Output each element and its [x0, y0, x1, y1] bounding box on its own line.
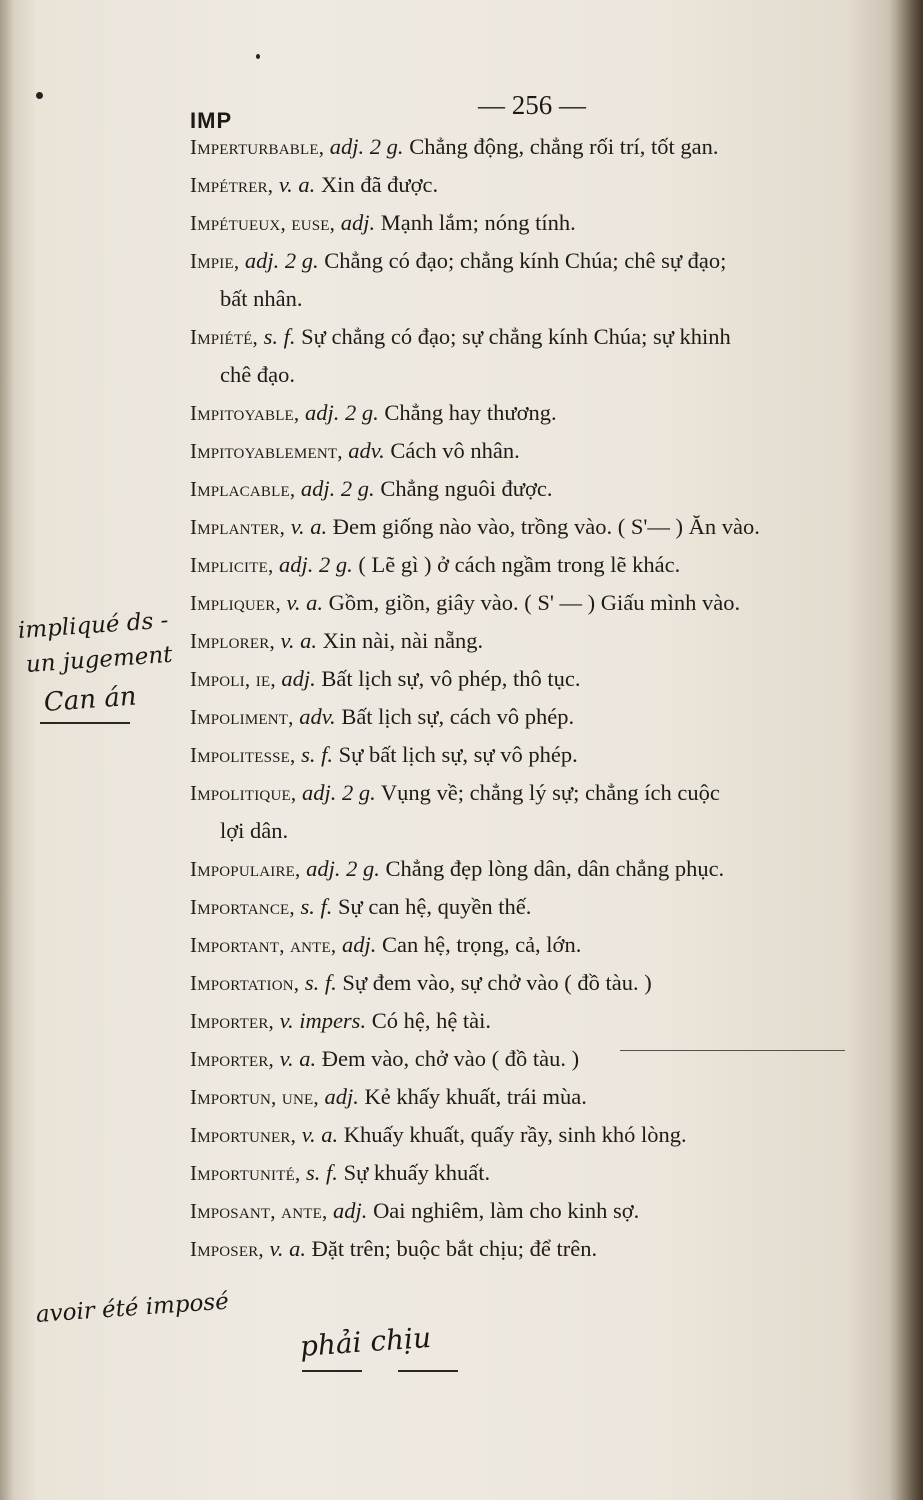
entry-part-of-speech: adj. 2 g. [300, 476, 375, 501]
entry-definition: chê đạo. [220, 362, 295, 387]
entry-headword: Importuner, [190, 1123, 297, 1147]
ink-speck [256, 54, 260, 59]
bottom-note-impose: avoir été imposé [35, 1288, 230, 1328]
entry-definition: Đặt trên; buộc bắt chịu; để trên. [311, 1236, 598, 1261]
entry-headword: Importun, une, [190, 1085, 319, 1109]
entry-headword: Impie, [190, 249, 240, 273]
margin-note-underline [40, 722, 130, 724]
entry-headword: Impitoyable, [190, 401, 300, 425]
entry-definition: Bất lịch sự, vô phép, thô tục. [321, 666, 581, 691]
entry [190, 128, 880, 166]
entry [190, 1040, 880, 1078]
bottom-note-underline-2 [398, 1370, 458, 1372]
entry [190, 1154, 880, 1192]
entry-definition: Sự bất lịch sự, sự vô phép. [338, 742, 578, 767]
entry [190, 926, 880, 964]
entry [190, 204, 880, 242]
entry [190, 774, 880, 812]
entry-definition: Đem vào, chở vào ( đồ tàu. ) [321, 1046, 580, 1071]
entry-part-of-speech: s. f. [306, 1160, 338, 1185]
entry-part-of-speech: adv. [348, 438, 385, 463]
entry-headword: Imposant, ante, [190, 1199, 328, 1223]
entry-definition: Bất lịch sự, cách vô phép. [341, 704, 575, 729]
entry-definition: Kẻ khấy khuất, trái mùa. [364, 1084, 587, 1109]
entry-headword: Impoli, ie, [190, 667, 276, 691]
entry-definition: bất nhân. [220, 286, 303, 311]
dictionary-entries [190, 128, 880, 1268]
entry-part-of-speech: s. f. [263, 324, 296, 349]
entry-part-of-speech: adj. [324, 1084, 359, 1109]
entry [190, 964, 880, 1002]
entry-headword: Impliquer, [190, 591, 281, 615]
entry-headword: Importance, [190, 895, 295, 919]
entry-headword: Implorer, [190, 629, 275, 653]
entry-part-of-speech: v. a. [280, 628, 317, 653]
entry-definition: ( Lẽ gì ) ở cách ngầm trong lẽ khác. [358, 552, 681, 577]
entry-definition: Xin nài, nài nẵng. [322, 628, 484, 653]
entry-part-of-speech: v. impers. [279, 1008, 367, 1033]
entry-part-of-speech: s. f. [300, 894, 333, 919]
entry-headword: Impopulaire, [190, 857, 301, 881]
entry-headword: Impétrer, [190, 173, 274, 197]
entry-continuation [190, 812, 880, 850]
entry [190, 850, 880, 888]
entry [190, 622, 880, 660]
entry [190, 166, 880, 204]
entry-definition: Cách vô nhân. [390, 438, 520, 463]
entry-definition: Sự khuấy khuất. [343, 1160, 491, 1185]
book-spine-shadow [889, 0, 923, 1500]
entry-headword: Impétueux, euse, [190, 211, 336, 235]
entry [190, 584, 880, 622]
entry-definition: Chẳng động, chẳng rối trí, tốt gan. [409, 134, 719, 159]
entry [190, 888, 880, 926]
entry-part-of-speech: adj. 2 g. [329, 134, 404, 159]
entry [190, 432, 880, 470]
entry-definition: Đem giống nào vào, trồng vào. ( S'— ) Ăn vào. [332, 514, 760, 539]
entry [190, 660, 880, 698]
ink-dot [36, 92, 43, 99]
entry-headword: Impitoyablement, [190, 439, 343, 463]
margin-note-impliquer: impliqué ds - [17, 607, 170, 644]
entry-part-of-speech: adj. [340, 210, 376, 235]
entry-definition: Chẳng có đạo; chẳng kính Chúa; chê sự đạo; [324, 248, 727, 273]
entry [190, 1192, 880, 1230]
entry-headword: Impolitesse, [190, 743, 296, 767]
entry-headword: Important, ante, [190, 933, 337, 957]
pencil-rule [620, 1050, 845, 1051]
entry-definition: Có hệ, hệ tài. [371, 1008, 492, 1033]
bottom-note-underline-1 [302, 1370, 362, 1372]
entry-part-of-speech: adj. 2 g. [279, 552, 353, 577]
entry [190, 546, 880, 584]
entry [190, 1116, 880, 1154]
entry-continuation [190, 356, 880, 394]
entry [190, 736, 880, 774]
entry-definition: Can hệ, trọng, cả, lớn. [381, 932, 582, 957]
entry-headword: Imperturbable, [190, 135, 325, 159]
entry-definition: Sự đem vào, sự chở vào ( đồ tàu. ) [342, 970, 652, 995]
entry [190, 508, 880, 546]
margin-note-can-an: Can án [42, 681, 138, 718]
entry-part-of-speech: adj. 2 g. [244, 248, 319, 273]
entry-headword: Importation, [190, 971, 300, 995]
entry [190, 470, 880, 508]
entry-definition: Khuấy khuất, quấy rầy, sinh khó lòng. [343, 1122, 687, 1147]
entry-headword: Importer, [190, 1047, 274, 1071]
entry [190, 242, 880, 280]
entry-definition: lợi dân. [220, 818, 289, 843]
page-left-shadow [0, 0, 14, 1500]
entry-part-of-speech: adj. [281, 666, 316, 691]
entry-definition: Mạnh lắm; nóng tính. [380, 210, 576, 235]
page-number: — 256 — [478, 90, 586, 120]
entry-headword: Implacable, [190, 477, 296, 501]
entry-part-of-speech: adj. [341, 932, 377, 957]
entry-part-of-speech: v. a. [286, 590, 323, 615]
entry-part-of-speech: adj. 2 g. [301, 780, 376, 805]
entry-part-of-speech: v. a. [279, 1046, 317, 1071]
entry-part-of-speech: adj. 2 g. [305, 400, 379, 425]
entry [190, 318, 880, 356]
entry-headword: Implanter, [190, 515, 286, 539]
entry-definition: Chẳng hay thương. [384, 400, 557, 425]
entry-part-of-speech: s. f. [304, 970, 337, 995]
entry-part-of-speech: adj. 2 g. [306, 856, 380, 881]
entry [190, 1078, 880, 1116]
running-head: IMP [190, 108, 233, 133]
entry-headword: Importunité, [190, 1161, 301, 1185]
entry-part-of-speech: v. a. [290, 514, 328, 539]
entry-definition: Chẳng nguôi được. [380, 476, 553, 501]
margin-note-jugement: un jugement [25, 641, 174, 678]
entry-definition: Vụng về; chẳng lý sự; chẳng ích cuộc [380, 780, 720, 805]
entry-part-of-speech: adj. [333, 1198, 368, 1223]
entry [190, 1002, 880, 1040]
bottom-note-phai-chiu: phải chịu [298, 1320, 433, 1363]
entry-headword: Imposer, [190, 1237, 264, 1261]
entry-continuation [190, 280, 880, 318]
entry-definition: Sự can hệ, quyền thế. [338, 894, 532, 919]
entry-definition: Oai nghiêm, làm cho kinh sợ. [373, 1198, 640, 1223]
entry [190, 1230, 880, 1268]
entry [190, 394, 880, 432]
entry-definition: Sự chẳng có đạo; sự chẳng kính Chúa; sự khinh [301, 324, 731, 349]
entry-headword: Implicite, [190, 553, 274, 577]
entry-definition: Gồm, giồn, giây vào. ( S' — ) Giấu mình vào. [328, 590, 741, 615]
entry [190, 698, 880, 736]
entry-definition: Chẳng đẹp lòng dân, dân chẳng phục. [385, 856, 725, 881]
entry-part-of-speech: v. a. [301, 1122, 339, 1147]
entry-headword: Impoliment, [190, 705, 294, 729]
entry-part-of-speech: v. a. [269, 1236, 306, 1261]
entry-part-of-speech: s. f. [301, 742, 334, 767]
entry-headword: Impolitique, [190, 781, 297, 805]
entry-definition: Xin đã được. [320, 172, 439, 197]
entry-part-of-speech: adv. [299, 704, 336, 729]
entry-headword: Importer, [190, 1009, 274, 1033]
entry-part-of-speech: v. a. [278, 172, 316, 197]
entry-headword: Impiété, [190, 325, 259, 349]
